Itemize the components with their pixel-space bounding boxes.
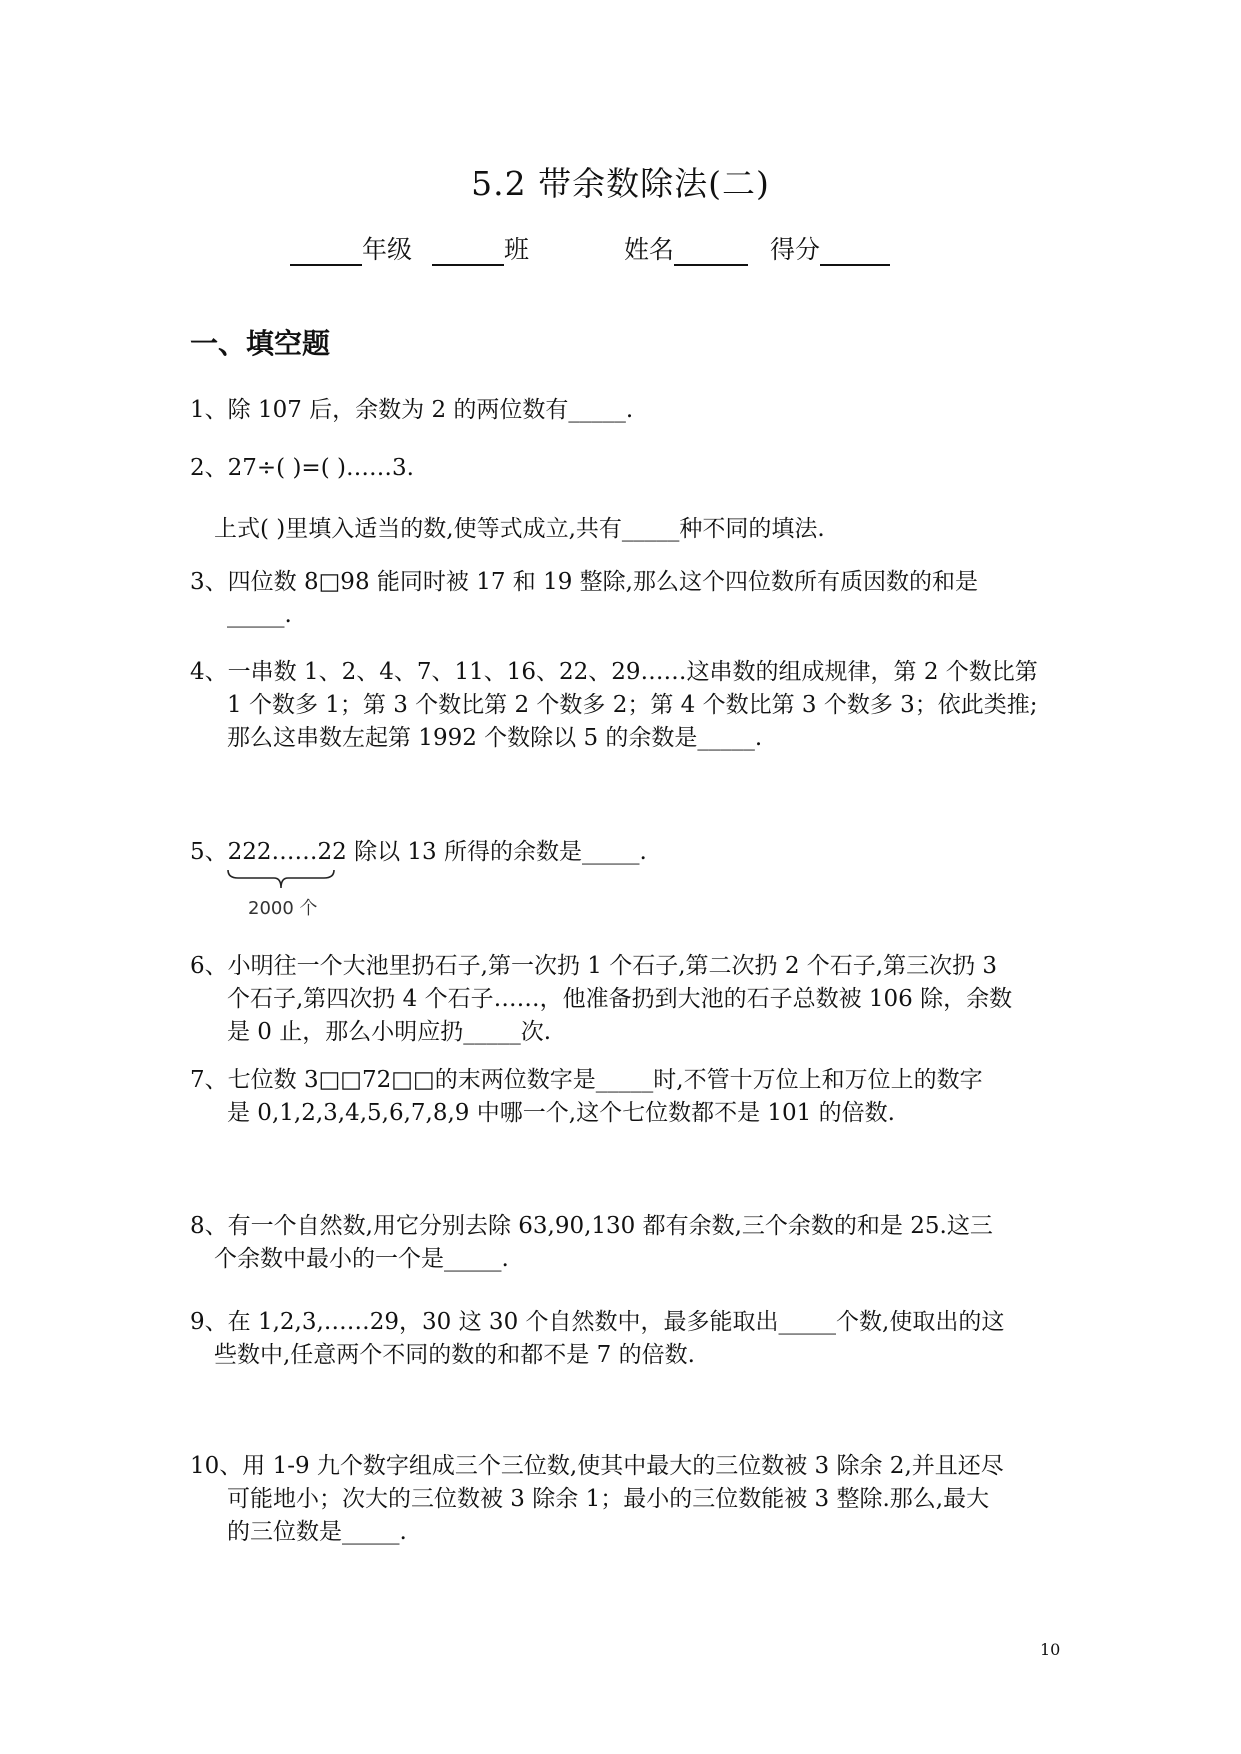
question-line: 2、27÷( )=( )……3. bbox=[190, 455, 414, 481]
question-10 bbox=[190, 1450, 1065, 1549]
question-line: 个石子,第四次扔 4 个石子……，他准备扔到大池的石子总数被 106 除，余数 bbox=[227, 986, 1013, 1012]
question-4 bbox=[190, 656, 1065, 755]
page-number: 10 bbox=[1040, 1640, 1061, 1659]
score-label: 得分 bbox=[770, 235, 821, 264]
class-blank bbox=[432, 238, 504, 266]
grade-blank bbox=[290, 238, 362, 266]
question-line: _____. bbox=[227, 602, 292, 628]
section-heading: 一、填空题 bbox=[190, 327, 331, 360]
brace-label: 2000 个 bbox=[248, 898, 318, 919]
name-field bbox=[624, 230, 748, 266]
question-line: 3、四位数 8□98 能同时被 17 和 19 整除,那么这个四位数所有质因数的和是 bbox=[190, 569, 978, 595]
class-field bbox=[432, 230, 529, 266]
score-field bbox=[770, 230, 890, 266]
grade-field bbox=[290, 230, 412, 266]
name-label: 姓名 bbox=[624, 235, 675, 264]
question-line: 9、在 1,2,3,……29，30 这 30 个自然数中，最多能取出_____个数,使取出的这 bbox=[190, 1309, 1005, 1335]
question-7 bbox=[190, 1064, 1065, 1130]
question-8 bbox=[190, 1210, 1065, 1276]
question-5 bbox=[190, 836, 1065, 869]
question-line: 是 0,1,2,3,4,5,6,7,8,9 中哪一个,这个七位数都不是 101 的倍数. bbox=[227, 1100, 895, 1126]
question-line: 可能地小；次大的三位数被 3 除余 1；最小的三位数能被 3 整除.那么,最大 bbox=[227, 1486, 990, 1512]
question-line: 的三位数是_____. bbox=[227, 1519, 407, 1545]
question-line: 10、用 1-9 九个数字组成三个三位数,使其中最大的三位数被 3 除余 2,并且还尽 bbox=[190, 1453, 1004, 1479]
question-3 bbox=[190, 566, 1065, 632]
question-line: 1、除 107 后，余数为 2 的两位数有_____. bbox=[190, 397, 634, 423]
question-2 bbox=[190, 452, 1065, 485]
question-line: 8、有一个自然数,用它分别去除 63,90,130 都有余数,三个余数的和是 25.这三 bbox=[190, 1213, 993, 1239]
page-title: 5.2 带余数除法(二) bbox=[471, 164, 770, 203]
class-label: 班 bbox=[504, 235, 530, 264]
underbrace-icon bbox=[226, 868, 336, 890]
question-2-note: 上式( )里填入适当的数,使等式成立,共有_____种不同的填法. bbox=[214, 516, 825, 542]
question-line: 些数中,任意两个不同的数的和都不是 7 的倍数. bbox=[214, 1342, 695, 1368]
name-blank bbox=[674, 238, 748, 266]
question-6 bbox=[190, 950, 1065, 1049]
score-blank bbox=[820, 238, 890, 266]
question-line: 6、小明往一个大池里扔石子,第一次扔 1 个石子,第二次扔 2 个石子,第三次扔 3 bbox=[190, 953, 998, 979]
question-1 bbox=[190, 394, 1065, 427]
question-line: 个余数中最小的一个是_____. bbox=[214, 1246, 509, 1272]
question-line: 1 个数多 1；第 3 个数比第 2 个数多 2；第 4 个数比第 3 个数多 3；依此类推; bbox=[227, 692, 1038, 718]
question-line: 7、七位数 3□□72□□的末两位数字是_____时,不管十万位上和万位上的数字 bbox=[190, 1067, 983, 1093]
question-line: 5、222……22 除以 13 所得的余数是_____. bbox=[190, 839, 647, 865]
question-9 bbox=[190, 1306, 1065, 1372]
question-line: 是 0 止，那么小明应扔_____次. bbox=[227, 1019, 552, 1045]
question-line: 那么这串数左起第 1992 个数除以 5 的余数是_____. bbox=[227, 725, 763, 751]
grade-label: 年级 bbox=[362, 235, 413, 264]
question-line: 4、一串数 1、2、4、7、11、16、22、29……这串数的组成规律，第 2 个数比第 bbox=[190, 659, 1038, 685]
